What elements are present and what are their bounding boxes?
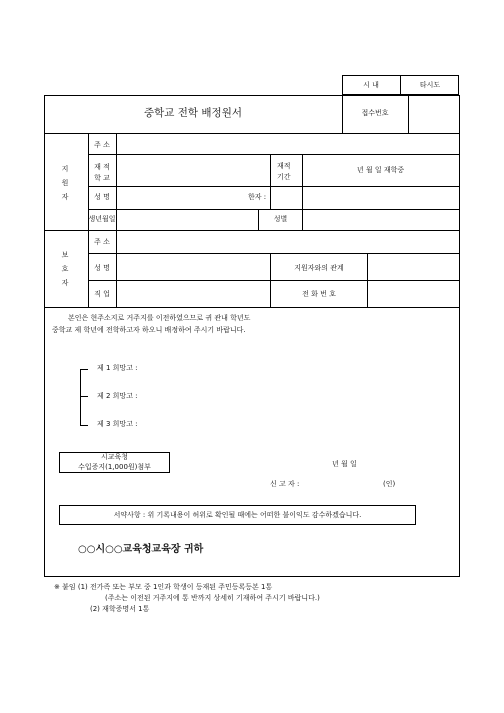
- stamp-line-1: 시교육청: [100, 453, 129, 461]
- guardian-phone-field[interactable]: [368, 281, 459, 307]
- attachment-line-1: ※ 붙임 (1) 전가족 또는 부모 중 1인과 학생이 등재된 주민등록등본 1통: [54, 583, 273, 591]
- region-city: 시 내: [363, 81, 379, 89]
- applicant-hanja-label: 한자 :: [248, 193, 267, 201]
- guardian-group-label: 보 호 자: [61, 251, 69, 287]
- guardian-relation-label: 지원자와의 관계: [294, 264, 344, 272]
- applicant-birth-label: 생년월일: [88, 215, 116, 223]
- guardian-name-label: 성 명: [94, 264, 110, 272]
- attachment-line-2: (주소는 이전된 거주지에 통 반까지 상세히 기재하여 주시기 바랍니다.): [105, 594, 320, 602]
- applicant-school-field[interactable]: [117, 155, 270, 186]
- attachment-line-3: (2) 재학증명서 1통: [90, 605, 150, 613]
- applicant-name-field[interactable]: [117, 187, 247, 209]
- choice-1[interactable]: 제 1 희망고 :: [97, 364, 138, 372]
- applicant-birth-field[interactable]: [117, 210, 258, 230]
- addressee: ○○시○○교육청교육장 귀하: [78, 544, 204, 555]
- statement-line-1: 본인은 현주소지로 거주지를 이전하였으므로 귀 관내 학년도: [68, 314, 251, 322]
- stamp-line-2: 수입증지(1,000원)첨부: [78, 463, 151, 471]
- guardian-job-label: 직 업: [94, 290, 110, 298]
- guardian-name-field[interactable]: [117, 254, 270, 280]
- applicant-name-label: 성 명: [94, 193, 110, 201]
- region-other: 타시도: [419, 81, 441, 89]
- guardian-job-field[interactable]: [117, 281, 270, 307]
- receipt-label: 접수번호: [361, 109, 389, 117]
- guardian-relation-field[interactable]: [368, 254, 459, 280]
- applicant-school-label: 재 적 학 교: [94, 163, 110, 182]
- applicant-period-value[interactable]: 년 월 일 재학중: [356, 166, 405, 174]
- guardian-address-label: 주 소: [94, 238, 110, 246]
- form-title: 중학교 전학 배정원서: [144, 107, 242, 119]
- date-line[interactable]: 년 월 일: [332, 460, 357, 468]
- applicant-address-field[interactable]: [117, 134, 459, 154]
- applicant-gender-label: 성별: [273, 215, 288, 223]
- guardian-phone-label: 전 화 번 호: [302, 290, 336, 298]
- applicant-gender-field[interactable]: [303, 210, 459, 230]
- applicant-group-label: 지 원 자: [61, 165, 69, 201]
- choice-2[interactable]: 제 2 희망고 :: [97, 392, 138, 400]
- applicant-address-label: 주 소: [94, 141, 110, 149]
- statement-line-2: 중학교 제 학년에 전학하고자 하오니 배정하여 주시기 바랍니다.: [52, 326, 246, 334]
- applicant-period-label: 재적 기간: [277, 162, 291, 181]
- guardian-address-field[interactable]: [117, 231, 459, 253]
- applicant-sign-label: 신 고 자 :: [270, 480, 300, 488]
- seal-mark: (인): [383, 480, 396, 488]
- choice-3[interactable]: 제 3 희망고 :: [97, 420, 138, 428]
- oath-text: 서약사항 : 위 기록내용이 허위로 확인될 때에는 어떠한 불이익도 감수하겠습니다.: [113, 511, 362, 519]
